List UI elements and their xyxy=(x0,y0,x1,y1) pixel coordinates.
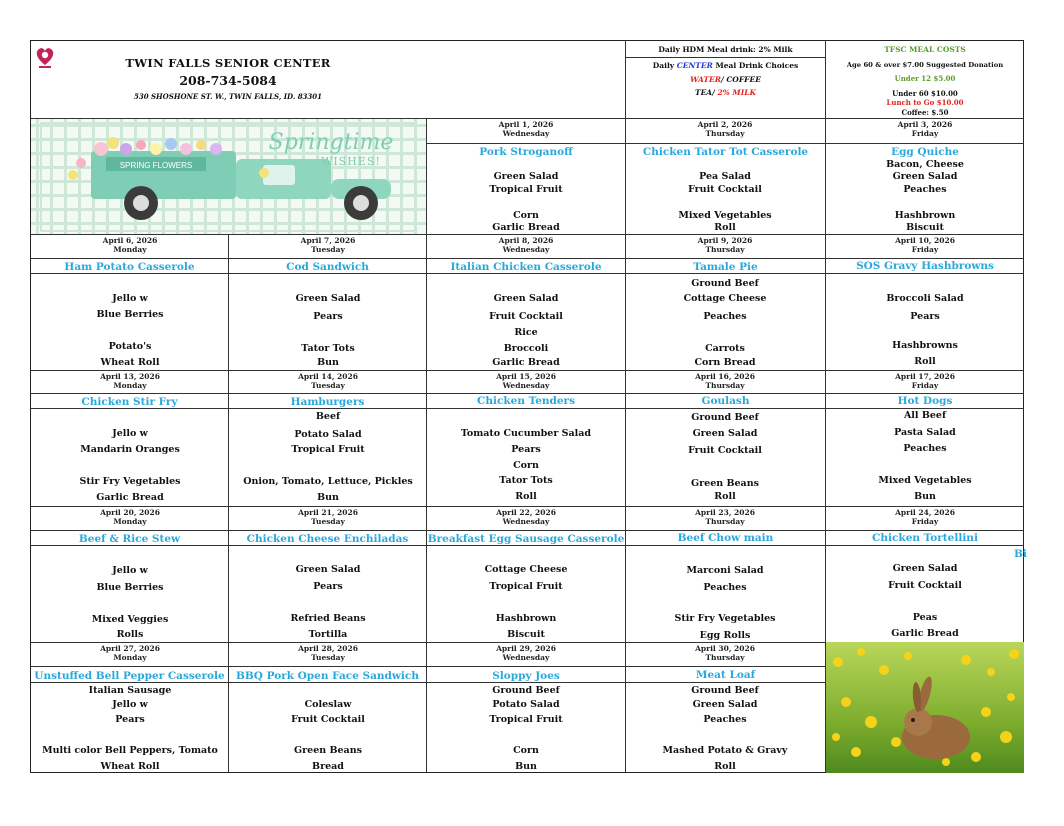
menu-item: Rolls xyxy=(116,629,144,640)
menu-item: Beef xyxy=(315,411,341,422)
menu-item: Mixed Vegetables xyxy=(878,475,972,486)
meal-title: Beef & Rice Stew xyxy=(78,533,181,545)
day-name: Tuesday xyxy=(311,381,345,390)
menu-item: Marconi Salad xyxy=(686,565,764,576)
center-phone: 208-734-5084 xyxy=(179,73,277,88)
day-name: Monday xyxy=(113,245,147,254)
day-name: Wednesday xyxy=(502,517,550,526)
meal-title: Chicken Tator Tot Casserole xyxy=(642,146,809,158)
costs-title: TFSC MEAL COSTS xyxy=(884,45,966,54)
menu-item: Ground Beef xyxy=(691,412,759,423)
meal-title: Beef Chow main xyxy=(677,532,774,544)
menu-item: Mixed Vegetables xyxy=(678,210,772,221)
day-name: Thursday xyxy=(705,381,745,390)
menu-item: Bacon, Cheese xyxy=(886,159,964,170)
day-date: April 22, 2026 xyxy=(496,508,556,517)
menu-item: Broccoli Salad xyxy=(886,293,964,304)
menu-item: Tropical Fruit xyxy=(489,714,563,725)
day-name: Friday xyxy=(911,245,939,254)
menu-item: Peaches xyxy=(903,443,947,454)
menu-item: Pears xyxy=(511,444,541,455)
day-date: April 24, 2026 xyxy=(895,508,955,517)
meal-title: Pork Stroganoff xyxy=(479,146,573,158)
menu-item: Ground Beef xyxy=(691,278,759,289)
day-name: Tuesday xyxy=(311,245,345,254)
wishes-text: WISHES! xyxy=(321,155,381,168)
menu-item: Green Salad xyxy=(892,563,958,574)
day-name: Thursday xyxy=(705,129,745,138)
menu-item: Potato Salad xyxy=(492,699,560,710)
menu-item: All Beef xyxy=(903,410,947,421)
menu-item: Peaches xyxy=(703,582,747,593)
day-date: April 16, 2026 xyxy=(695,372,755,381)
menu-item: Pea Salad xyxy=(699,171,751,182)
meal-title: Cod Sandwich xyxy=(286,261,369,273)
day-name: Thursday xyxy=(705,517,745,526)
menu-item: Rice xyxy=(514,327,538,338)
day-date: April 20, 2026 xyxy=(100,508,160,517)
menu-item: Pears xyxy=(115,714,145,725)
menu-item: Roll xyxy=(714,761,736,772)
menu-item: Roll xyxy=(515,491,537,502)
day-name: Tuesday xyxy=(311,517,345,526)
day-date: April 3, 2026 xyxy=(897,120,953,129)
menu-item: Jello w xyxy=(112,565,148,576)
week5-thu-items xyxy=(626,0,825,826)
menu-item: Jello w xyxy=(112,699,148,710)
menu-item: Italian Sausage xyxy=(88,685,172,696)
meal-title: Ham Potato Casserole xyxy=(64,261,195,273)
truck-sign: SPRING FLOWERS xyxy=(119,161,193,170)
menu-item: Jello w xyxy=(112,293,148,304)
menu-item: Green Salad xyxy=(892,171,958,182)
menu-item: Broccoli xyxy=(503,343,549,354)
menu-item: Garlic Bread xyxy=(492,357,560,368)
menu-item: Pears xyxy=(910,311,940,322)
menu-item: Biscuit xyxy=(906,222,944,233)
menu-item: Fruit Cocktail xyxy=(688,184,762,195)
menu-item: Fruit Cocktail xyxy=(489,311,563,322)
meal-title: Chicken Cheese Enchiladas xyxy=(246,533,409,545)
menu-item: Onion, Tomato, Lettuce, Pickles xyxy=(243,476,413,487)
menu-item: Garlic Bread xyxy=(891,628,959,639)
menu-item: Green Salad xyxy=(692,428,758,439)
menu-item: Peas xyxy=(912,612,938,623)
day-name: Monday xyxy=(113,517,147,526)
menu-item: Coleslaw xyxy=(304,699,352,710)
meal-title: Meat Loaf xyxy=(695,669,756,681)
menu-item: Garlic Bread xyxy=(96,492,164,503)
day-date: April 14, 2026 xyxy=(298,372,358,381)
menu-item: Hashbrown xyxy=(495,613,557,624)
menu-item: Corn xyxy=(513,460,539,471)
menu-item: Bread xyxy=(312,761,344,772)
menu-item: Tomato Cucumber Salad xyxy=(460,428,592,439)
meal-title: Italian Chicken Casserole xyxy=(450,261,602,273)
meal-title: Hot Dogs xyxy=(897,395,953,407)
menu-item: Wheat Roll xyxy=(100,357,160,368)
menu-item: Carrots xyxy=(705,343,745,354)
meal-title: Sloppy Joes xyxy=(492,670,560,682)
drink-choices: Daily CENTER Meal Drink Choices xyxy=(652,61,799,70)
day-date: April 2, 2026 xyxy=(697,120,753,129)
meal-title: Breakfast Egg Sausage Casserole xyxy=(427,533,625,545)
menu-item: Green Salad xyxy=(295,293,361,304)
meal-title: Goulash xyxy=(701,395,750,407)
springtime-text: Springtime xyxy=(268,130,394,155)
day-name: Monday xyxy=(113,381,147,390)
menu-item: Blue Berries xyxy=(96,582,164,593)
drink-title: Daily HDM Meal drink: 2% Milk xyxy=(658,45,793,54)
menu-item: Blue Berries xyxy=(96,309,164,320)
menu-item: Tropical Fruit xyxy=(489,581,563,592)
menu-item: Pasta Salad xyxy=(894,427,956,438)
week5-mon-items xyxy=(31,0,229,826)
week5-wed-items xyxy=(427,0,625,826)
meal-title: Hamburgers xyxy=(290,396,365,408)
menu-item: Hashbrown xyxy=(894,210,956,221)
day-name: Friday xyxy=(911,381,939,390)
day-date: April 10, 2026 xyxy=(895,236,955,245)
menu-item: Bun xyxy=(317,492,339,503)
menu-item: Stir Fry Vegetables xyxy=(674,613,776,624)
day-name: Thursday xyxy=(705,653,745,662)
day-date: April 13, 2026 xyxy=(100,372,160,381)
menu-item: Bun xyxy=(515,761,537,772)
meal-title: Chicken Stir Fry xyxy=(81,396,178,408)
day-name: Wednesday xyxy=(502,381,550,390)
menu-item: Tortilla xyxy=(308,629,348,640)
menu-item: Green Beans xyxy=(294,745,362,756)
day-date: April 30, 2026 xyxy=(695,644,755,653)
menu-item: Roll xyxy=(714,222,736,233)
cost-under12: Under 12 $5.00 xyxy=(894,74,956,83)
day-date: April 8, 2026 xyxy=(498,236,554,245)
menu-item: Wheat Roll xyxy=(100,761,160,772)
meal-title: Chicken Tenders xyxy=(476,395,575,407)
menu-item: Peaches xyxy=(903,184,947,195)
cost-lunch-to-go: Lunch to Go $10.00 xyxy=(886,98,964,107)
menu-item: Peaches xyxy=(703,311,747,322)
cost-under60: Under 60 $10.00 xyxy=(892,89,958,98)
day-date: April 17, 2026 xyxy=(895,372,955,381)
day-date: April 27, 2026 xyxy=(100,644,160,653)
menu-item: Peaches xyxy=(703,714,747,725)
menu-item: Mashed Potato & Gravy xyxy=(662,745,788,756)
water-coffee: WATER/ COFFEE xyxy=(690,75,761,84)
menu-item: Corn xyxy=(513,210,539,221)
day-name: Friday xyxy=(911,517,939,526)
day-date: April 6, 2026 xyxy=(102,236,158,245)
meal-title: SOS Gravy Hashbrowns xyxy=(856,260,994,272)
menu-item: Green Salad xyxy=(295,564,361,575)
menu-item: Tropical Fruit xyxy=(291,444,365,455)
center-name: TWIN FALLS SENIOR CENTER xyxy=(125,56,331,70)
menu-item: Cottage Cheese xyxy=(683,293,767,304)
bunny-photo xyxy=(826,642,1024,773)
day-name: Thursday xyxy=(705,245,745,254)
day-date: April 29, 2026 xyxy=(496,644,556,653)
week5-tue-items xyxy=(229,0,427,826)
meal-title: Egg Quiche xyxy=(891,146,959,158)
day-date: April 15, 2026 xyxy=(496,372,556,381)
menu-item: Fruit Cocktail xyxy=(688,445,762,456)
menu-item: Corn Bread xyxy=(694,357,756,368)
menu-item: Multi color Bell Peppers, Tomato xyxy=(42,745,218,756)
menu-item: Tator Tots xyxy=(301,343,355,354)
menu-item: Potato Salad xyxy=(294,429,362,440)
meal-title: Chicken Tortellini xyxy=(872,532,978,544)
menu-item: Cottage Cheese xyxy=(484,564,568,575)
menu-item: Tropical Fruit xyxy=(489,184,563,195)
menu-item: Refried Beans xyxy=(290,613,366,624)
tea-milk: TEA/ 2% MILK xyxy=(694,88,757,97)
day-name: Wednesday xyxy=(502,129,550,138)
menu-item: Corn xyxy=(513,745,539,756)
meal-title: Unstuffed Bell Pepper Casserole xyxy=(34,670,225,682)
day-date: April 23, 2026 xyxy=(695,508,755,517)
menu-item: Mandarin Oranges xyxy=(80,444,180,455)
day-date: April 7, 2026 xyxy=(300,236,356,245)
day-name: Wednesday xyxy=(502,245,550,254)
meal-title: Tamale Pie xyxy=(693,261,758,273)
menu-item: Fruit Cocktail xyxy=(888,580,962,591)
menu-item: Pears xyxy=(313,581,343,592)
day-name: Monday xyxy=(113,653,147,662)
day-date: April 21, 2026 xyxy=(298,508,358,517)
day-date: April 28, 2026 xyxy=(298,644,358,653)
menu-item: Jello w xyxy=(112,428,148,439)
menu-item: Green Salad xyxy=(692,699,758,710)
menu-item: Mixed Veggies xyxy=(91,614,169,625)
menu-item: Hashbrowns xyxy=(892,340,958,351)
menu-item: Ground Beef xyxy=(691,685,759,696)
menu-item: Bun xyxy=(317,357,339,368)
day-name: Tuesday xyxy=(311,653,345,662)
menu-item: Roll xyxy=(914,356,936,367)
menu-item: Ground Beef xyxy=(492,685,560,696)
overflow-text: Bi xyxy=(1014,548,1027,560)
menu-item: Potato's xyxy=(108,341,152,352)
menu-item: Pears xyxy=(313,311,343,322)
meal-title: BBQ Pork Open Face Sandwich xyxy=(236,670,419,682)
cost-coffee: Coffee: $.50 xyxy=(901,108,949,117)
menu-item: Stir Fry Vegetables xyxy=(79,476,181,487)
menu-item: Green Beans xyxy=(691,478,759,489)
cost-age: Age 60 & over $7.00 Suggested Donation xyxy=(846,61,1004,69)
day-date: April 9, 2026 xyxy=(697,236,753,245)
menu-item: Green Salad xyxy=(493,171,559,182)
menu-item: Egg Rolls xyxy=(699,630,751,641)
day-date: April 1, 2026 xyxy=(498,120,554,129)
menu-item: Fruit Cocktail xyxy=(291,714,365,725)
menu-item: Green Salad xyxy=(493,293,559,304)
menu-item: Biscuit xyxy=(507,629,545,640)
day-name: Wednesday xyxy=(502,653,550,662)
day-name: Friday xyxy=(911,129,939,138)
menu-item: Bun xyxy=(914,491,936,502)
center-address: 530 SHOSHONE ST. W., TWIN FALLS, ID. 83301 xyxy=(133,92,323,101)
menu-item: Tator Tots xyxy=(499,475,553,486)
menu-item: Roll xyxy=(714,491,736,502)
menu-item: Garlic Bread xyxy=(492,222,560,233)
